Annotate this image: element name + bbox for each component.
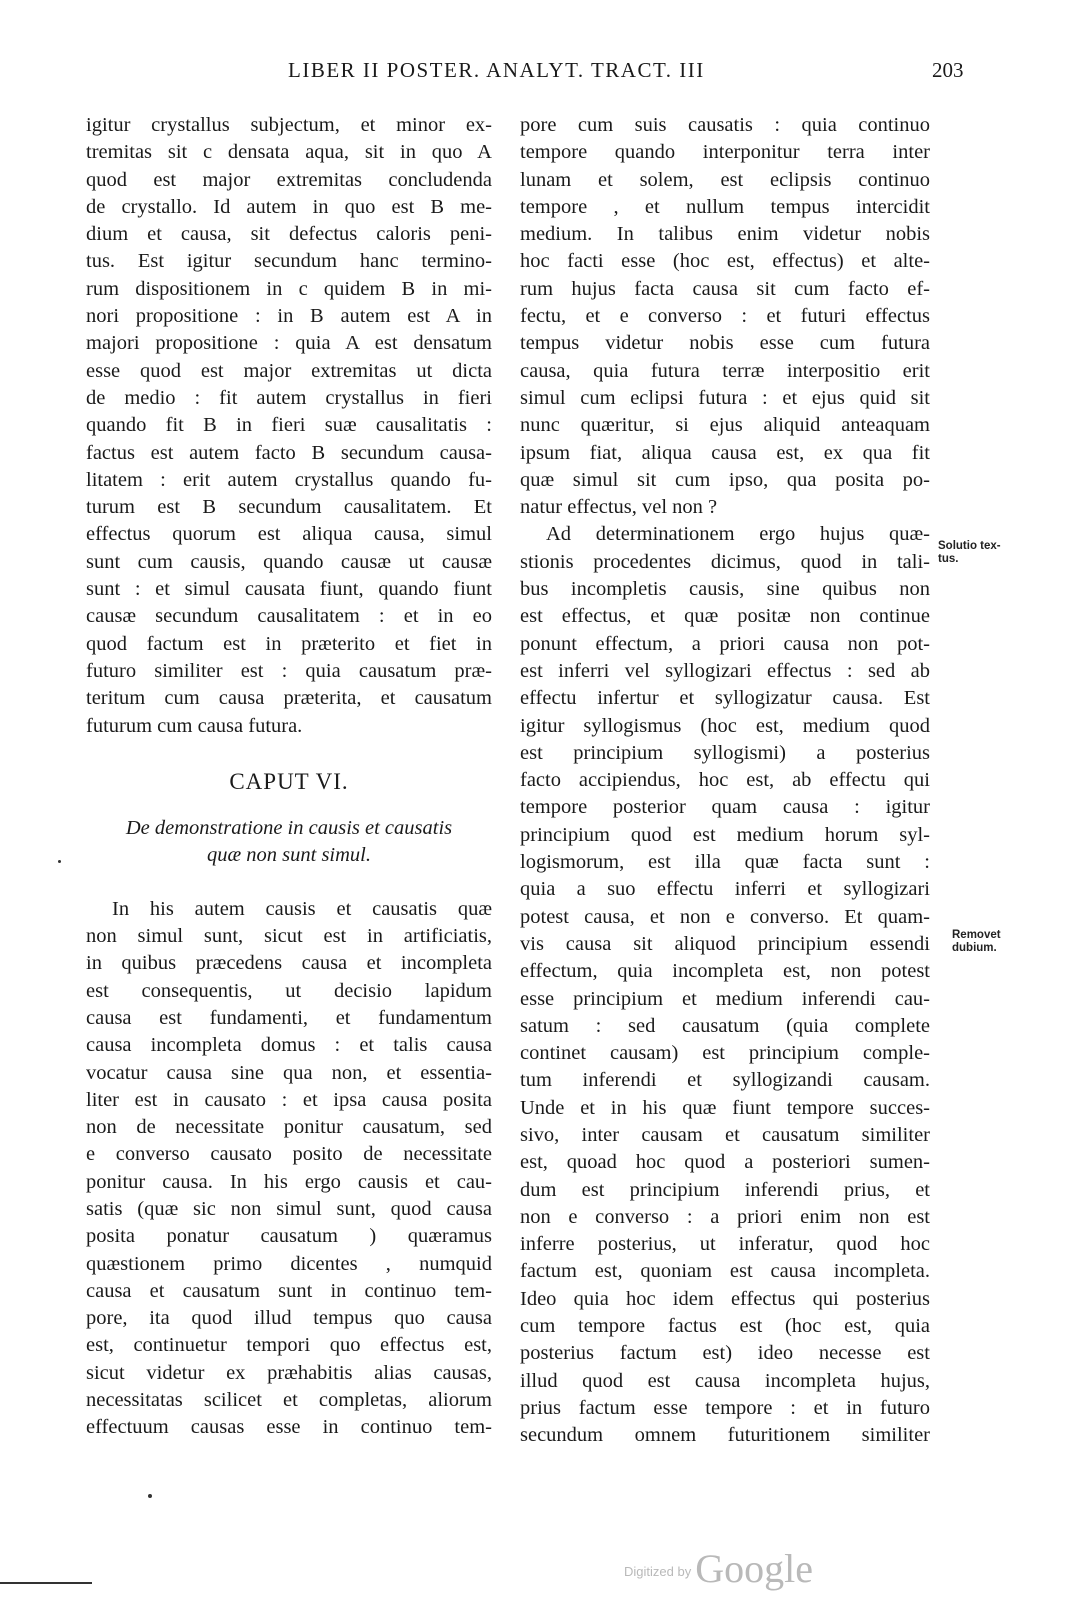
text-line: causa et causatum sunt in continuo tem- [86, 1279, 492, 1302]
left-paragraph-1 [86, 112, 492, 740]
text-line: ponunt effectum, a priori causa non pot- [520, 632, 930, 655]
text-line: est inferri vel syllogizari effectus : sed ab [520, 659, 930, 682]
text-line: futuro similiter est : quia causatum præ- [86, 659, 492, 682]
text-line: secundum omnem futuritionem similiter [520, 1424, 930, 1447]
text-line: in quibus præcedens causa et incompleta [86, 952, 492, 975]
text-line: sicut videtur ex præhabitis alias causas, [86, 1361, 492, 1384]
text-line: factus est autem facto B secundum causa- [86, 441, 492, 464]
text-line: e converso causato posito de necessitate [86, 1143, 492, 1166]
digitized-watermark [624, 1545, 813, 1592]
text-line: de medio : fit autem crystallus in fieri [86, 386, 492, 409]
chapter-subtitle [86, 815, 492, 870]
margin-note-removet-line-2: dubium. [952, 942, 997, 954]
text-line: non simul sunt, sicut est in artificiatis, [86, 925, 492, 948]
text-line: causa, quia futura terræ interpositio erit [520, 359, 930, 382]
text-line: quod factum est in præterito et fiet in [86, 632, 492, 655]
text-line: est principium syllogismi) a posterius [520, 741, 930, 764]
text-line: est, quoad hoc quod a posteriori sumen- [520, 1151, 930, 1174]
right-paragraph-1 [520, 112, 930, 521]
text-line: est effectus, et quæ positæ non continue [520, 605, 930, 628]
text-line: dium et causa, sit defectus caloris peni- [86, 223, 492, 246]
bottom-left-rule [0, 1582, 92, 1584]
text-line: ipsum fiat, aliqua causa est, ex qua fit [520, 441, 930, 464]
text-line: quando fit B in fieri suæ causalitatis : [86, 414, 492, 437]
page-number: 203 [932, 58, 964, 82]
text-line: continet causam) est principium comple- [520, 1042, 930, 1065]
chapter-subtitle-line-1: De demonstratione in causis et causatis [125, 817, 453, 840]
margin-note-solutio-line-2: tus. [938, 553, 959, 565]
margin-note-solutio [938, 540, 1008, 566]
text-line: causa est fundamenti, et fundamentum [86, 1006, 492, 1029]
text-line: effectus quorum est aliqua causa, simul [86, 523, 492, 546]
text-line: causæ secundum causalitatem : et in eo [86, 605, 492, 628]
text-line: Ad determinationem ergo hujus quæ- [546, 523, 930, 546]
text-line: potest causa, et non e converso. Et quam- [520, 905, 930, 928]
left-paragraph-2 [86, 896, 492, 1442]
text-line: nori propositione : in B autem est A in [86, 305, 492, 328]
text-line: sivo, inter causam et causatum similiter [520, 1123, 930, 1146]
text-line: facto accipiendus, hoc est, ab effectu qui [520, 769, 930, 792]
text-line: satis (quæ sic non simul sunt, quod causa [86, 1197, 492, 1220]
text-line: effectu infertur et syllogizatur causa. Est [520, 687, 930, 710]
text-line: de crystallo. Id autem in quo est B me- [86, 195, 492, 218]
text-line: bus incompletis causis, sine quibus non [520, 578, 930, 601]
text-line: tempus videtur nobis esse cum futura [520, 332, 930, 355]
text-line: rum hujus facta causa sit cum facto ef- [520, 277, 930, 300]
text-line: logismorum, est illa quæ facta sunt : [520, 851, 930, 874]
text-line: In his autem causis et causatis quæ [112, 897, 492, 920]
google-logo-text: Google [695, 1546, 813, 1591]
text-line: majori propositione : quia A est densatum [86, 332, 492, 355]
text-line: cum tempore factus est (hoc est, quia [520, 1315, 930, 1338]
text-line: esse quod est major extremitas ut dicta [86, 359, 492, 382]
text-line: ponitur causa. In his ergo causis et cau- [86, 1170, 492, 1193]
text-line: Unde et in his quæ fiunt tempore succes- [520, 1096, 930, 1119]
text-line: tremitas sit c densata aqua, sit in quo A [86, 141, 492, 164]
text-line: teritum cum causa præterita, et causatum [86, 687, 492, 710]
text-line: dum est principium inferendi prius, et [520, 1178, 930, 1201]
text-line: est consequentis, ut decisio lapidum [86, 979, 492, 1002]
text-line: vocatur causa sine qua non, et essentia- [86, 1061, 492, 1084]
text-line: nunc quæritur, si ejus aliquid anteaquam [520, 414, 930, 437]
text-line: Ideo quia hoc idem effectus qui posterius [520, 1287, 930, 1310]
text-line: igitur crystallus subjectum, et minor ex- [86, 114, 492, 136]
chapter-title: CAPUT VI. [229, 768, 349, 794]
text-line: tempore quando interponitur terra inter [520, 141, 930, 164]
text-line: effectuum causas esse in continuo tem- [86, 1416, 492, 1439]
speck-dot [58, 860, 61, 863]
right-paragraph-2 [520, 521, 930, 1449]
text-line: pore cum suis causatis : quia continuo [520, 114, 930, 136]
text-line: satum : sed causatum (quia complete [520, 1014, 930, 1037]
text-line: esse principium et medium inferendi cau- [520, 987, 930, 1010]
text-line: posterius factum est) ideo necesse est [520, 1342, 930, 1365]
text-line: principium quod est medium horum syl- [520, 823, 930, 846]
text-line: tum inferendi et syllogizandi causam. [520, 1069, 930, 1092]
chapter-subtitle-line-2: quæ non sunt simul. [206, 844, 372, 867]
text-line: necessitatas scilicet et completas, aliorum [86, 1389, 492, 1412]
text-line: rum dispositionem in c quidem B in mi- [86, 277, 492, 300]
text-line: quæstionem primo dicentes , numquid [86, 1252, 492, 1275]
text-line: sunt : et simul causata fiunt, quando fiunt [86, 578, 492, 601]
text-line: lunam et solem, est eclipsis continuo [520, 168, 930, 191]
left-column [86, 112, 492, 1442]
right-column [520, 112, 930, 1450]
text-line: tempore , et nullum tempus intercidit [520, 195, 930, 218]
text-line: futurum cum causa futura. [86, 714, 303, 737]
text-line: vis causa sit aliquod principium essendi [520, 932, 930, 955]
text-line: fectu, et e converso : et futuri effectus [520, 305, 930, 328]
text-line: quæ simul sit cum ipso, qua posita po- [520, 468, 930, 491]
text-line: non e converso : a priori enim non est [520, 1205, 930, 1228]
text-line: simul cum eclipsi futura : et ejus quid sit [520, 386, 930, 409]
text-line: natur effectus, vel non ? [520, 496, 718, 519]
margin-note-removet [952, 929, 1022, 955]
text-line: tus. Est igitur secundum hanc termino- [86, 250, 492, 273]
speck-dot [148, 1494, 152, 1498]
margin-note-solutio-line-1: Solutio tex- [938, 540, 1001, 552]
text-line: medium. In talibus enim videtur nobis [520, 223, 930, 246]
text-line: quia a suo effectu inferri et syllogizari [520, 878, 930, 901]
text-line: turum est B secundum causalitatem. Et [86, 496, 492, 519]
text-line: liter est in causato : et ipsa causa posita [86, 1088, 492, 1111]
running-head: LIBER II POSTER. ANALYT. TRACT. III [288, 58, 705, 82]
text-line: factum est, quoniam est causa incompleta. [520, 1260, 930, 1283]
text-line: prius factum esse tempore : et in futuro [520, 1396, 930, 1419]
text-line: illud quod est causa incompleta hujus, [520, 1369, 930, 1392]
text-line: pore, ita quod illud tempus quo causa [86, 1307, 492, 1330]
text-line: quod est major extremitas concludenda [86, 168, 492, 191]
margin-note-removet-line-1: Removet [952, 929, 1001, 941]
watermark-small-text: Digitized by [624, 1564, 692, 1579]
text-line: stionis procedentes dicimus, quod in tali- [520, 550, 930, 573]
text-line: causa incompleta domus : et talis causa [86, 1034, 492, 1057]
text-line: effectum, quia incompleta est, non potest [520, 960, 930, 983]
text-line: inferre posterius, ut inferatur, quod hoc [520, 1233, 930, 1256]
text-line: non de necessitate ponitur causatum, sed [86, 1116, 492, 1139]
text-line: sunt cum causis, quando causæ ut causæ [86, 550, 492, 573]
text-line: posita ponatur causatum ) quæramus [86, 1225, 492, 1248]
text-line: est, continuetur tempori quo effectus est, [86, 1334, 492, 1357]
text-line: hoc facti esse (hoc est, effectus) et alte- [520, 250, 930, 273]
text-line: tempore posterior quam causa : igitur [520, 796, 930, 819]
text-line: litatem : erit autem crystallus quando fu- [86, 468, 492, 491]
text-line: igitur syllogismus (hoc est, medium quod [520, 714, 930, 737]
